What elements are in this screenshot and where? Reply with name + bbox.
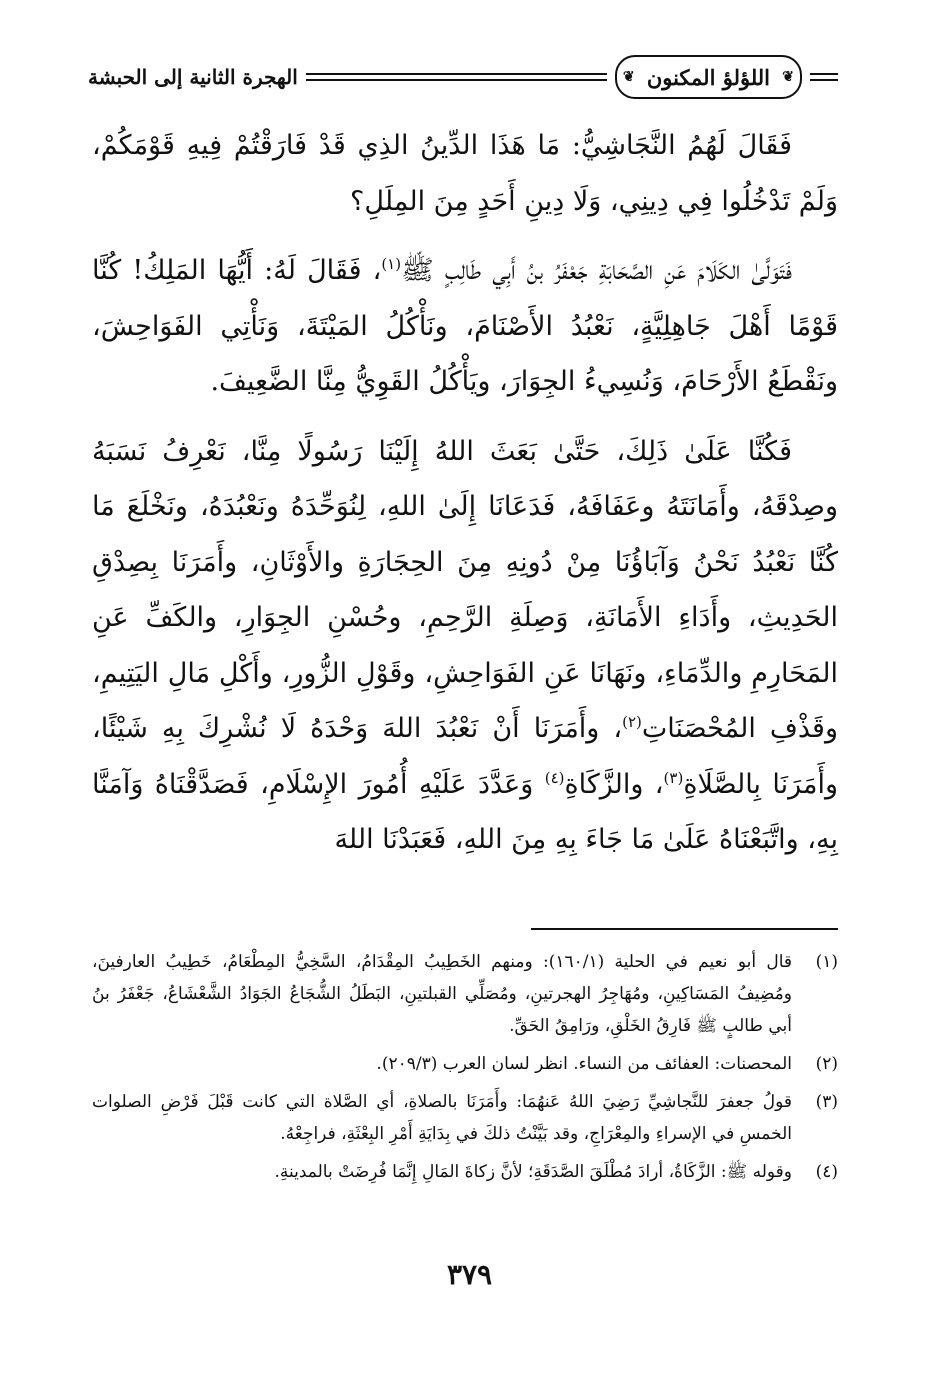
main-text <box>92 118 838 868</box>
text-run: ، فَقَالَ لَهُ: أَيُّهَا المَلِكُ! كُنَّا قَوْمًا أَهْلَ جَاهِلِيَّةٍ، نَعْبُدُ الأَصْنَامَ، ونَأْكُلُ المَيْتَةَ، وَنَأْتِي الفَوَاحِشَ، ونَقْطَعُ الأَرْحَامَ، وَنُسِيءُ الجِوَارَ، ويَأْكُلُ القَوِيُّ مِنَّا الضَّعِيفَ. <box>92 255 838 397</box>
footnote-ref-2[interactable]: (٢) <box>622 713 642 731</box>
paragraph-2 <box>92 243 838 410</box>
footnote-separator <box>531 928 838 930</box>
footnotes <box>92 946 838 1194</box>
footnote <box>92 1048 838 1080</box>
paragraph-3 <box>92 424 838 868</box>
footnote-text: قال أبو نعيم في الحلية (١٦٠/١): ومنهم الخَطِيبُ المِقْدَامُ، السَّخِيُّ المِطْعَامُ، خَطِيبُ العارفينَ، ومُضِيفُ المَسَاكِينِ، ومُهَاجِرُ الهجرتينِ، ومُصَلِّي القبلتينِ، البَطَلُ الشُّجَاعُ الجَوَادُ الشَّعْشَاعُ، جَعْفَرُ بنُ أبي طالبٍ ﷺ فَارِقُ الخَلْقِ، ورَامِقُ الحَقِّ. <box>92 952 792 1036</box>
book-title-badge <box>615 55 802 99</box>
footnote-number: (٣) <box>815 1092 838 1112</box>
header-rule-middle <box>306 73 607 81</box>
page-number: ٣٧٩ <box>446 1258 493 1291</box>
text-run: فَكُنَّا عَلَىٰ ذَلِكَ، حَتَّىٰ بَعَثَ اللهُ إِلَيْنَا رَسُولًا مِنَّا، نَعْرِفُ نَسَبَهُ وصِدْقَهُ، وأَمَانَتَهُ وعَفَافَهُ، فَدَعَانَا إِلَىٰ اللهِ، لِنُوَحِّدَهُ ونَعْبُدَهُ، ونَخْلَعَ مَا كُنَّا نَعْبُدُ نَحْنُ وَآبَاؤُنَا مِنْ دُونِهِ مِنَ الحِجَارَةِ والأَوْثَانِ، وأَمَرَنَا بِصِدْقِ الحَدِيثِ، وأَدَاءِ الأَمَانَةِ، وَصِلَةِ الرَّحِمِ، وحُسْنِ الجِوَارِ، والكَفِّ عَنِ المَحَارِمِ والدِّمَاءِ، ونَهَانَا عَنِ الفَوَاحِشِ، وقَوْلِ الزُّورِ، وأَكْلِ مَالِ اليَتِيمِ، وقَذْفِ المُحْصَنَاتِ <box>92 435 838 744</box>
text-run: ، وأَمَرَنَا أَنْ نَعْبُدَ اللهَ وَحْدَهُ لَا نُشْرِكَ بِهِ شَيْئًا، وأَمَرَنَا بِالصَّلَاةِ <box>92 713 838 800</box>
footnote <box>92 1156 838 1188</box>
footnote-text: المحصنات: العفائف من النساء. انظر لسان العرب (٢٠٩/٣). <box>376 1054 792 1074</box>
running-header <box>88 54 838 100</box>
chapter-title: الهجرة الثانية إلى الحبشة <box>88 65 298 89</box>
footnote <box>92 1086 838 1150</box>
footnote <box>92 946 838 1042</box>
footnote-number: (٢) <box>815 1054 838 1074</box>
footnote-number: (١) <box>815 952 838 972</box>
header-rule-right <box>810 73 838 81</box>
text-run: ، والزَّكَاةِ <box>564 768 664 800</box>
text-run: وَعَدَّدَ عَلَيْهِ أُمُورَ الإِسْلَامِ، فَصَدَّقْنَاهُ وَآمَنَّا بِهِ، واتَّبَعْنَاهُ عَلَىٰ مَا جَاءَ بِهِ مِنَ اللهِ، فَعَبَدْنَا اللهَ <box>92 768 838 855</box>
footnote-text: قولُ جعفرَ للنَّجاشِيِّ رَضِيَ اللهُ عَنهُمَا: وأَمَرَنَا بالصلاةِ، أي الصَّلاة التي كانت قَبْلَ فَرْضِ الصلوات الخمسِ في الإسراءِ والمِعْرَاجِ، وقد بَيَّنْتُ ذلكَ في بِدَايَةِ أَمْرِ البِعْثَةِ، فراجِعْهُ. <box>92 1092 792 1144</box>
footnote-text: وقوله ﷺ: الزَّكَاةُ، أرادَ مُطْلَقَ الصَّدَقَةِ؛ لأنَّ زكاةَ المَالِ إِنَّمَا فُرِضَتْ بالمدينةِ. <box>274 1162 792 1182</box>
footnote-ref-1[interactable]: (١) <box>381 255 402 273</box>
book-title: اللؤلؤ المكنون <box>646 64 770 90</box>
footnote-ref-3[interactable]: (٣) <box>663 768 684 787</box>
footnote-number: (٤) <box>815 1162 838 1182</box>
ornament-icon: ❦ <box>782 69 794 85</box>
ornament-icon: ❦ <box>622 69 635 85</box>
text-run: فَتَوَلَّىٰ الكَلَامَ عَنِ الصَّحَابَةِ جَعْفَرُ بنُ أَبِي طَالِبٍ ﷺ <box>401 255 792 286</box>
paragraph-1: فَقَالَ لَهُمُ النَّجَاشِيُّ: مَا هَذَا الدِّينُ الذِي قَدْ فَارَقْتُمْ فِيهِ قَوْمَكُمْ، وَلَمْ تَدْخُلُوا فِي دِينِي، وَلَا دِينِ أَحَدٍ مِنَ المِلَلِ؟ <box>92 130 838 217</box>
footnote-ref-4[interactable]: (٤) <box>544 768 565 787</box>
